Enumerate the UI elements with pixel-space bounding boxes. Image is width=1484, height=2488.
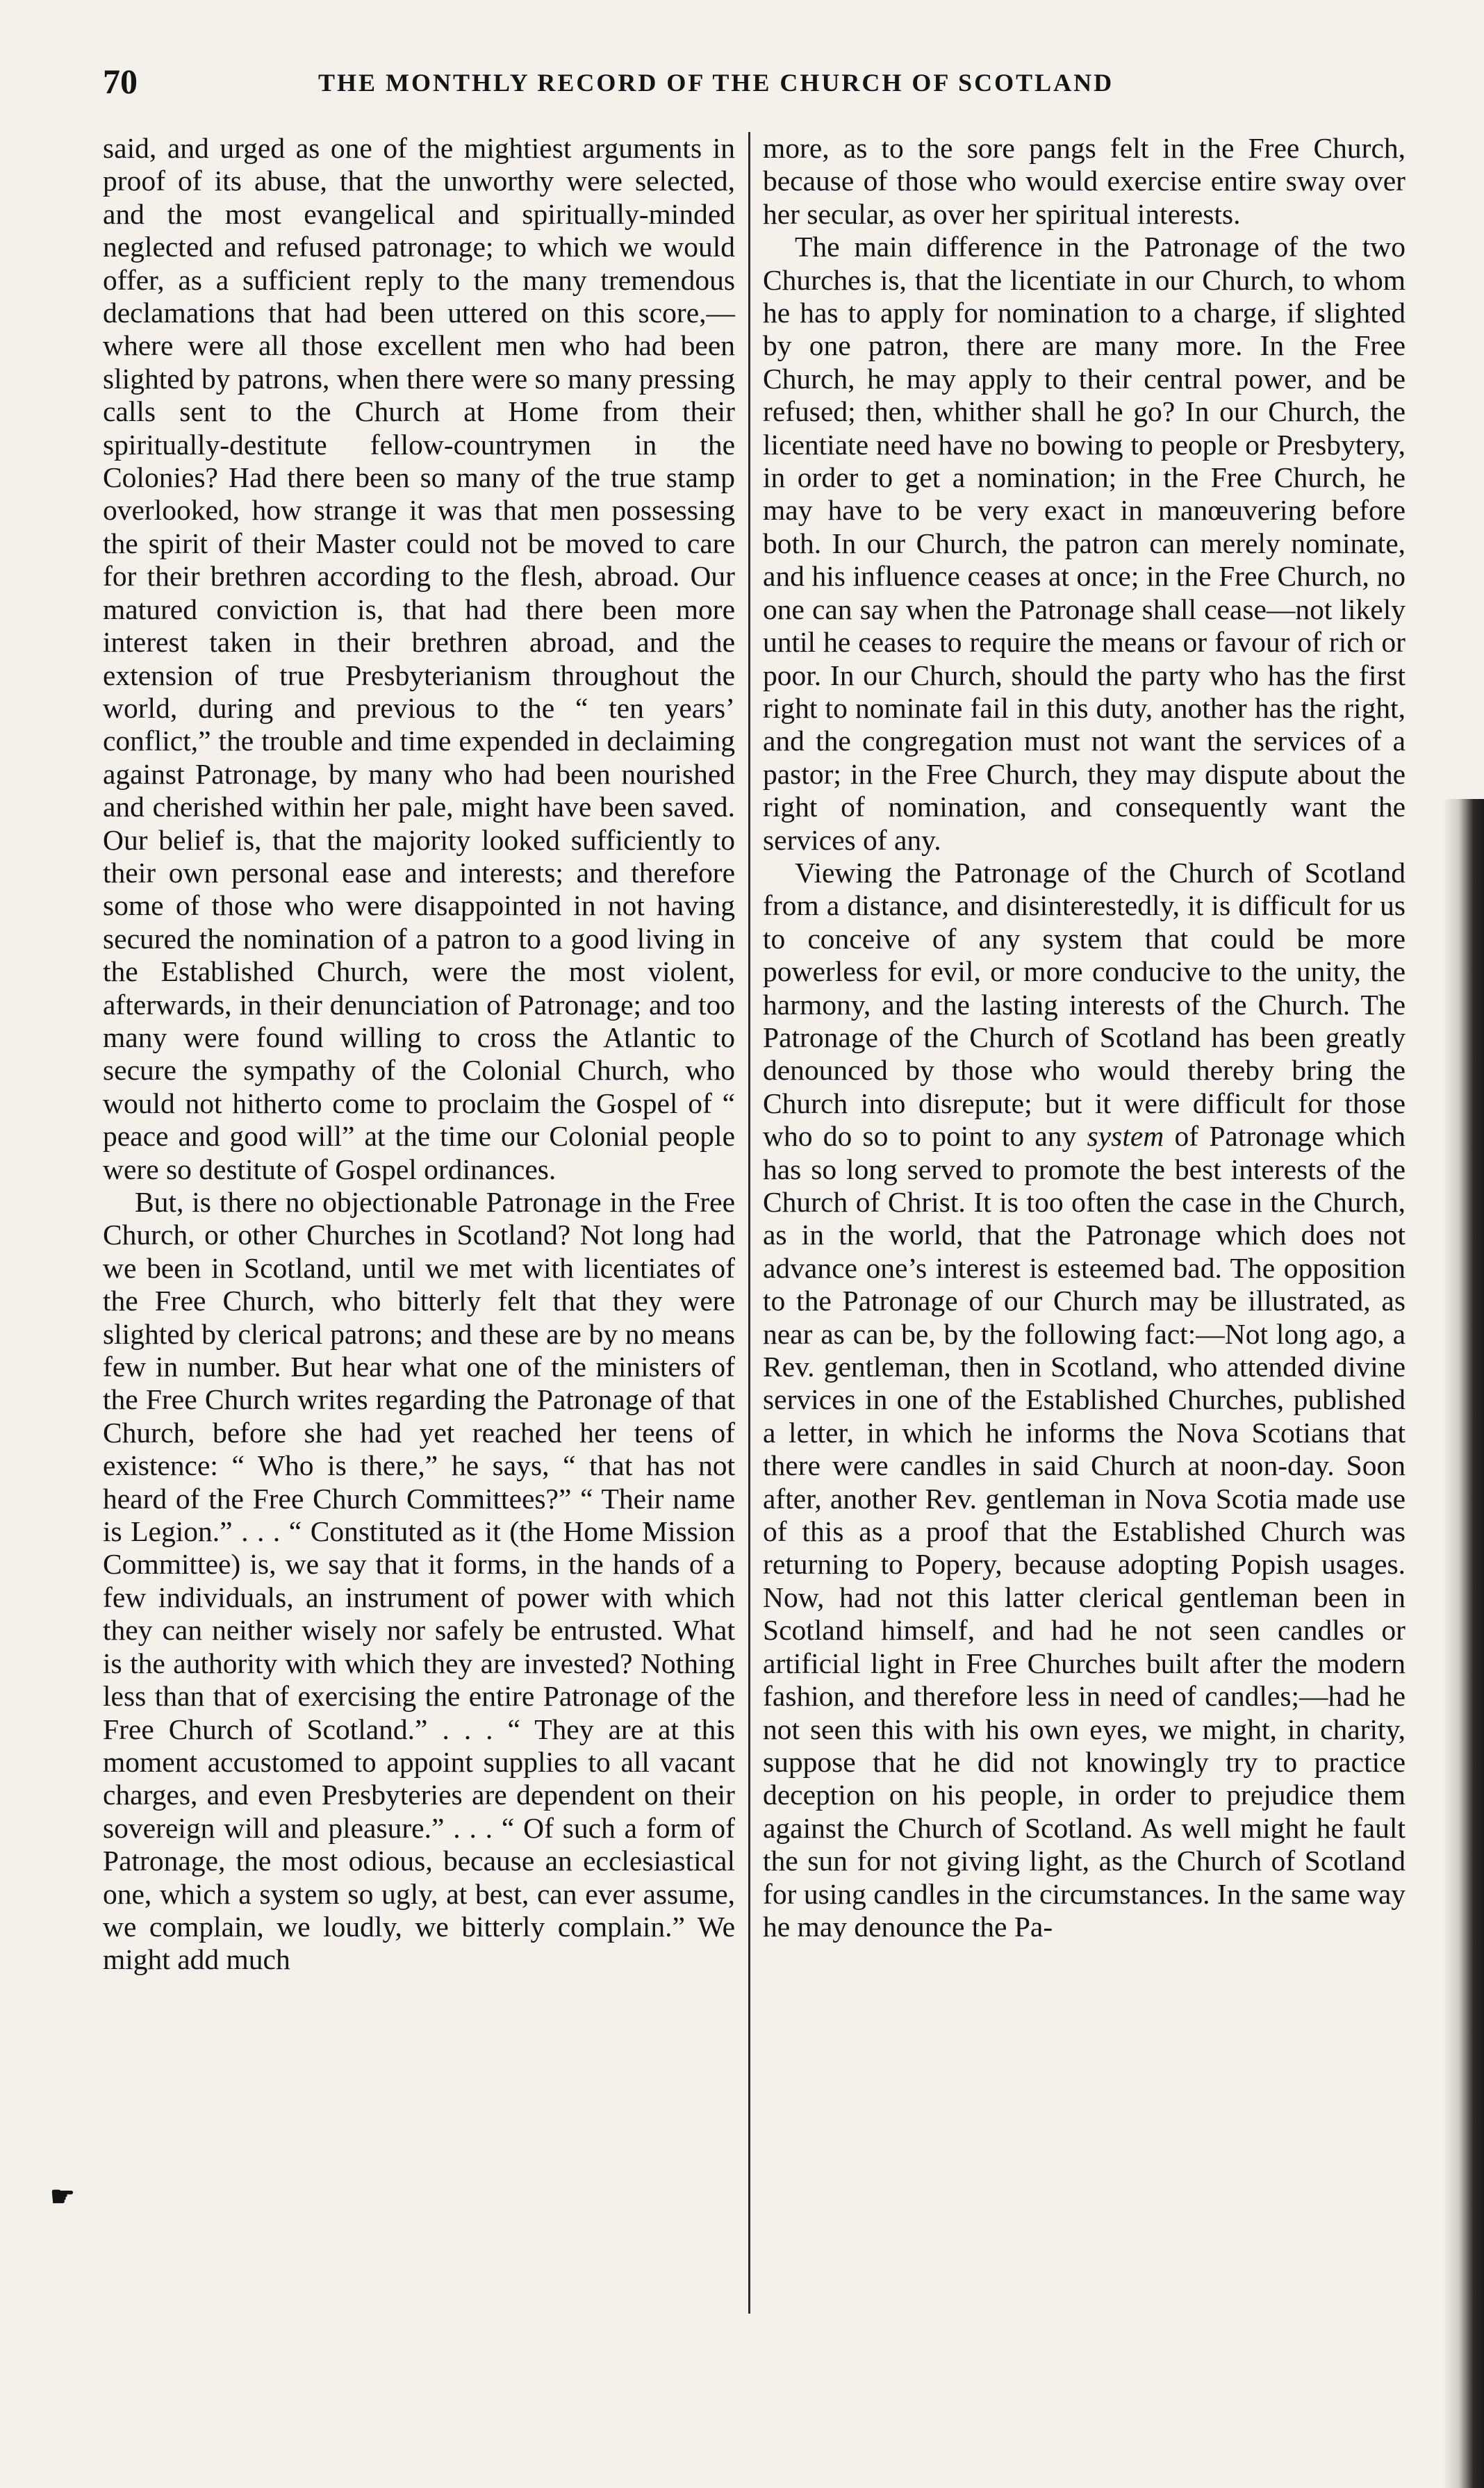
left-paragraph-2: But, is there no objectionable Patronage in the Free Church, or other Churches in Scotland? Not long had we been in Scotland, until we met with licentiates of the Free Church, who bitterly felt that they were slighted by clerical patrons; and these are by no means few in number. But hear what one of the ministers of the Free Church writes regarding the Patronage of that Church, before she had yet reached her teens of existence: “ Who is there,” he says, “ that has not heard of the Free Church Committees?” “ Their name is Legion.” . . . “ Constituted as it (the Home Mission Committee) is, we say that it forms, in the hands of a few individuals, an instrument of power with which they can neither wisely nor safely be entrusted. What is the authority with which they are invested? Nothing less than that of exercising the entire Patronage of the Free Church of Scotland.” . . . “ They are at this moment accustomed to appoint supplies to all vacant charges, and even Presbyteries are dependent on their sovereign will and pleasure.” . . . “ Of such a form of Patronage, the most odious, because an ecclesiastical one, which a system so ugly, at best, can ever assume, we complain, we loudly, we bitterly complain.” We might add much xyxy=(103,1186,735,1976)
left-column xyxy=(103,132,735,1977)
right-paragraph-3-after: of Patronage which has so long served to promote the best interests of the Church of Christ. It is too often the case in the Church, as in the world, that the Patronage which does not advance one’s interest is esteemed bad. The opposition to the Patronage of our Church may be illustrated, as near as can be, by the following fact:—Not long ago, a Rev. gentleman, then in Scotland, who attended divine services in one of the Established Churches, published a letter, in which he informs the Nova Scotians that there were candles in said Church at noon-day. Soon after, another Rev. gentleman in Nova Scotia made use of this as a proof that the Established Church was returning to Popery, because adopting Popish usages. Now, had not this latter clerical gentleman been in Scotland himself, and had he not seen candles or artificial light in Free Churches built after the modern fashion, and therefore less in need of candles;—had he not seen this with his own eyes, we might, in charity, suppose that he did not knowingly try to practice deception on his people, in order to prejudice them against the Church of Scotland. As well might he fault the sun for not giving light, as the Church of Scotland for using candles in the circumstances. In the same way he may denounce the Pa- xyxy=(763,1120,1405,1943)
emphasis-system: system xyxy=(1087,1120,1164,1153)
right-paragraph-3 xyxy=(763,857,1405,1943)
right-paragraph-3-before: Viewing the Patronage of the Church of Scotland from a distance, and disinterestedly, it is difficult for us to conceive of any system that could be more powerless for evil, or more conducive to the unity, the harmony, and the lasting interests of the Church. The Patronage of the Church of Scotland has been greatly denounced by those who would thereby bring the Church into disrepute; but it were difficult for those who do so to point to any xyxy=(763,856,1405,1153)
running-head: THE MONTHLY RECORD OF THE CHURCH OF SCOTLAND xyxy=(318,69,1114,97)
left-paragraph-1: said, and urged as one of the mightiest arguments in proof of its abuse, that the unworthy were selected, and the most evangelical and spiritually-minded neglected and refused patronage; to which we would offer, as a sufficient reply to the many tremendous declamations that had been uttered on this score,—where were all those excellent men who had been slighted by patrons, when there were so many pressing calls sent to the Church at Home from their spiritually-destitute fellow-countrymen in the Colonies? Had there been so many of the true stamp overlooked, how strange it was that men possessing the spirit of their Master could not be moved to care for their brethren according to the flesh, abroad. Our matured conviction is, that had there been more interest taken in their brethren abroad, and the extension of true Presbyterianism throughout the world, during and previous to the “ ten years’ conflict,” the trouble and time expended in declaiming against Patronage, by many who had been nourished and cherished within her pale, might have been saved. Our belief is, that the majority looked sufficiently to their own personal ease and interests; and therefore some of those who were disappointed in not having secured the nomination of a patron to a good living in the Established Church, were the most violent, afterwards, in their denunciation of Patronage; and too many were found willing to cross the Atlantic to secure the sympathy of the Colonial Church, who would not hitherto come to proclaim the Gospel of “ peace and good will” at the time our Colonial people were so destitute of Gospel ordinances. xyxy=(103,132,735,1185)
column-divider xyxy=(748,132,750,2314)
page-number: 70 xyxy=(103,62,138,101)
right-paragraph-2: The main difference in the Patronage of the two Churches is, that the licentiate in our Church, to whom he has to apply for nomination to a charge, if slighted by one patron, there are many more. In the Free Church, he may apply to their central power, and be refused; then, whither shall he go? In our Church, the licentiate need have no bowing to people or Presbytery, in order to get a nomination; in the Free Church, he may have to be very exact in manœuvering before both. In our Church, the patron can merely nominate, and his influence ceases at once; in the Free Church, no one can say when the Patronage shall cease—not likely until he ceases to require the means or favour of rich or poor. In our Church, should the party who has the first right to nominate fail in this duty, another has the right, and the congregation must not want the services of a pastor; in the Free Church, they may dispute about the right of nomination, and consequently want the services of any. xyxy=(763,231,1405,856)
right-column xyxy=(763,132,1405,1943)
scan-edge-shadow xyxy=(1442,799,1484,2488)
right-paragraph-1: more, as to the sore pangs felt in the Free Church, because of those who would exercise entire sway over her secular, as over her spiritual interests. xyxy=(763,132,1405,230)
pointing-hand-icon: ☛ xyxy=(50,2181,75,2212)
page-header xyxy=(103,61,1423,110)
